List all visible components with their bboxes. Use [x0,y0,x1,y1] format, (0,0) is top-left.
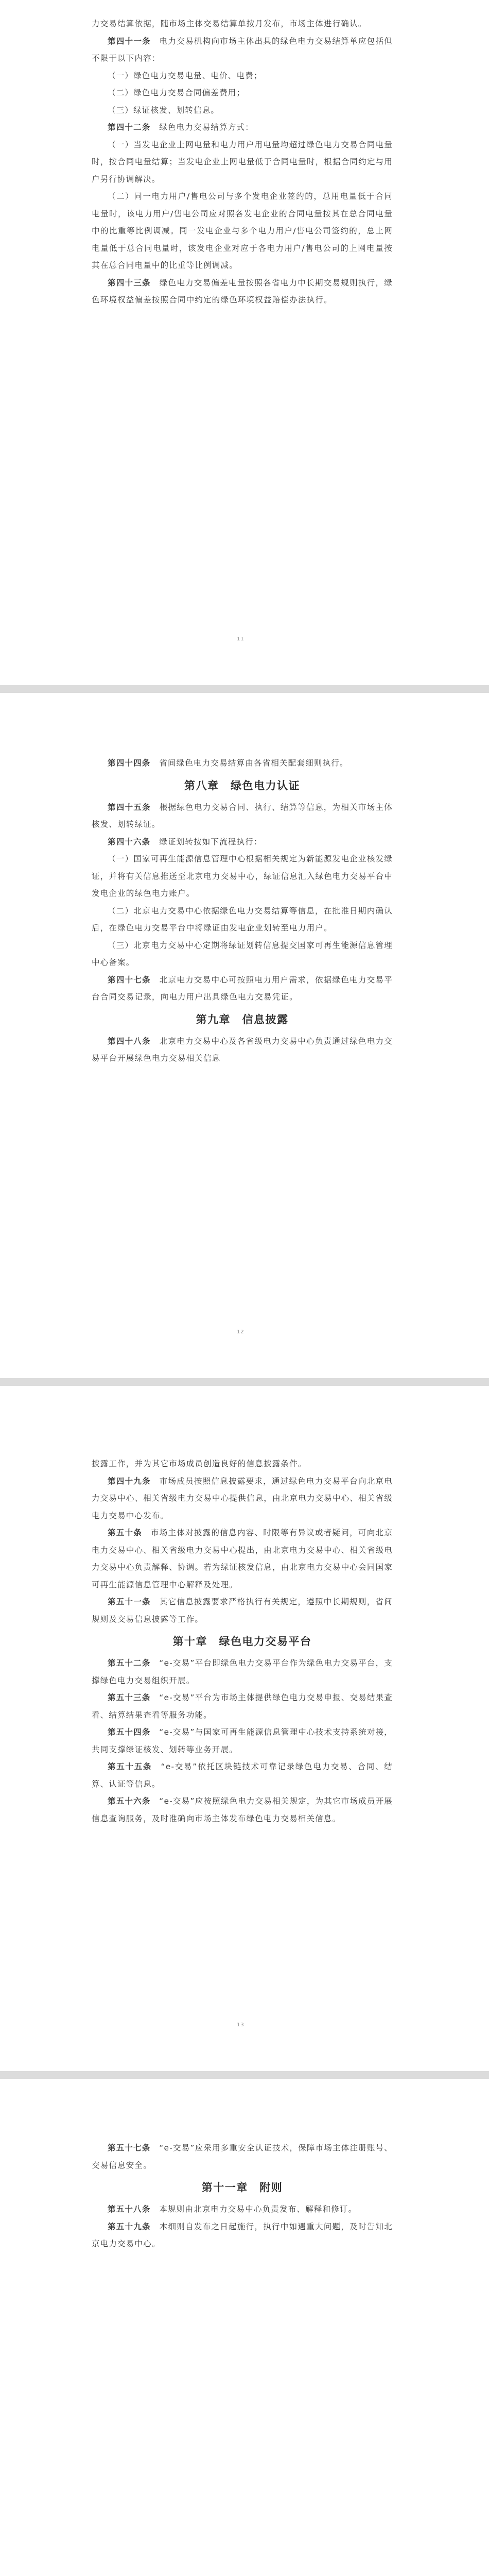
document-page-3 [0,1386,489,2071]
article-number: 第四十二条 [108,123,151,132]
paragraph-text: 根据绿色电力交易合同、执行、结算等信息，为相关市场主体核发、划转绿证。 [92,802,393,829]
chapter-10-heading: 第十章 绿色电力交易平台 [172,1635,312,1648]
chapter-10-articles [92,1655,393,1827]
paragraph-text: 本细则自发布之日起施行，执行中如遇重大问题，及时告知北京电力交易中心。 [92,2222,393,2248]
article-number: 第四十六条 [108,837,151,846]
chapter-11-articles [92,2201,393,2253]
chapter-11-heading: 第十一章 附则 [201,2181,283,2194]
paragraph-text: “e-交易”依托区块链技术可靠记录绿色电力交易、合同、结算、认证等信息。 [92,1762,393,1789]
paragraph-text: （一）绿色电力交易电量、电价、电费； [108,71,263,80]
article-paragraph [92,1724,393,1758]
paragraph-text: 北京电力交易中心及各省级电力交易中心负责通过绿色电力交易平台开展绿色电力交易相关信息 [92,1036,393,1063]
paragraph-text: （一）当发电企业上网电量和电力用户用电量均超过绿色电力交易合同电量时，按合同电量结算；当发电企业上网电量低于合同电量时，根据合同约定与用户另行协调解决。 [92,140,393,184]
article-paragraph [92,1655,393,1689]
paragraph-text: 绿证划转按如下流程执行： [159,837,263,846]
paragraph [92,851,393,903]
article-paragraph [92,1473,393,1525]
article-number: 第五十八条 [108,2205,151,2214]
article-paragraph [92,119,393,137]
paragraph-text: 本规则由北京电力交易中心负责发布、解释和修订。 [159,2205,357,2214]
paragraph [92,84,393,102]
paragraph-text: （一）国家可再生能源信息管理中心根据相关规定为新能源发电企业核发绿证，并将有关信息推送至北京电力交易中心，绿证信息汇入绿色电力交易平台中发电企业的绿色电力账户。 [92,854,393,898]
document-page-1 [0,0,489,685]
article-number: 第四十八条 [108,1036,151,1046]
article-paragraph [92,1793,393,1827]
chapter-8-heading: 第八章 绿色电力认证 [184,779,300,792]
page-3-body [92,1455,393,1827]
article-number: 第五十七条 [108,2143,151,2153]
article-number: 第四十五条 [108,802,151,812]
article-paragraph [92,972,393,1006]
chapter-9-heading: 第九章 信息披露 [196,1013,289,1026]
paragraph-text: “e-交易”应采用多重安全认证技术，保障市场主体注册账号、交易信息安全。 [92,2143,393,2170]
paragraph-text: 电力交易机构向市场主体出具的绿色电力交易结算单应包括但不限于以下内容： [92,36,393,63]
page-2-body [92,755,393,1067]
paragraph-text: 市场成员按照信息披露要求，通过绿色电力交易平台向北京电力交易中心、相关省级电力交易中心提供信息，由北京电力交易中心、相关省级电力交易中心发布。 [92,1476,393,1520]
article-number: 第四十三条 [108,278,151,287]
paragraph-text: （二）北京电力交易中心依据绿色电力交易结算等信息，在批准日期内确认后，在绿色电力交易平台中将绿证由发电企业划转至电力用户。 [92,906,393,933]
paragraph-text: （二）绿色电力交易合同偏差费用； [108,88,246,97]
article-57 [92,2140,393,2174]
article-paragraph [92,33,393,67]
article-paragraph [92,1689,393,1724]
page-4-body [92,2140,393,2253]
article-number: 第四十七条 [108,975,151,985]
chapter-9-articles [92,1033,393,1067]
article-paragraph [92,2140,393,2174]
page-number: 13 [237,2022,244,2028]
article-number: 第五十二条 [108,1658,151,1668]
paragraph [92,903,393,937]
article-paragraph [92,1594,393,1628]
paragraph-text: “e-交易”平台即绿色电力交易平台作为绿色电力交易平台，支撑绿色电力交易组织开展。 [92,1658,393,1685]
paragraph-text: （三）北京电力交易中心定期将绿证划转信息提交国家可再生能源信息管理中心备案。 [92,940,393,967]
paragraph-text: （二）同一电力用户/售电公司与多个发电企业签约的，总用电量低于合同电量时，该电力用户/售电公司应对照各发电企业的合同电量按其在总合同电量中的比重等比例调减。同一发电企业与多个电力用户/售电公司签约的，总上网电量低于总合同电量时，该发电企业对应于各电力用户/售电公司的上网电量按其在总合同电量中的比重等比例调减。 [92,192,393,270]
article-paragraph [92,799,393,834]
paragraph [92,15,393,33]
article-paragraph [92,1758,393,1793]
paragraph-text: “e-交易”与国家可再生能源信息管理中心技术支持系统对接，共同支撑绿证核发、划转等业务开展。 [92,1727,393,1754]
paragraph-text: 省间绿色电力交易结算由各省相关配套细则执行。 [159,758,348,768]
article-number: 第四十四条 [108,758,151,768]
paragraph [92,937,393,972]
article-number: 第五十三条 [108,1693,151,1702]
article-number: 第四十一条 [108,36,151,46]
paragraph-text: 市场主体对披露的信息内容、时限等有异议或者疑问，可向北京电力交易中心、相关省级电力交易中心提出，由北京电力交易中心、相关省级电力交易中心负责解释、协调。若为绿证核发信息，由北京电力交易中心会同国家可再生能源信息管理中心解释及处理。 [92,1528,393,1589]
paragraph-text: 力交易结算依据，随市场主体交易结算单按月发布，市场主体进行确认。 [92,19,367,28]
article-paragraph [92,1033,393,1067]
paragraph-text: 绿色电力交易偏差电量按照各省电力中长期交易规则执行，绿色环境权益偏差按照合同中约定的绿色环境权益赔偿办法执行。 [92,278,393,304]
article-paragraph [92,2218,393,2253]
page-1-body [92,15,393,309]
paragraph-text: “e-交易”平台为市场主体提供绿色电力交易申报、交易结果查看、结算结果查看等服务功能。 [92,1693,393,1720]
document-page-2 [0,693,489,1378]
article-paragraph [92,755,393,772]
paragraph [92,67,393,85]
article-paragraph [92,2201,393,2218]
article-number: 第五十五条 [108,1762,152,1771]
paragraph-text: 其它信息披露要求严格执行有关规定，遵照中长期规则，省间规则及交易信息披露等工作。 [92,1597,393,1624]
article-44 [92,755,393,772]
paragraph-text: 绿色电力交易结算方式： [159,123,254,132]
information-disclosure-articles [92,1455,393,1628]
article-number: 第五十四条 [108,1727,151,1737]
paragraph [92,1455,393,1473]
page-number: 11 [237,636,244,642]
article-number: 第五十条 [108,1528,143,1537]
paragraph-text: 披露工作，并为其它市场成员创造良好的信息披露条件。 [92,1459,307,1468]
article-number: 第五十一条 [108,1597,151,1606]
article-paragraph [92,1524,393,1594]
paragraph-text: “e-交易”应按照绿色电力交易相关规定，为其它市场成员开展信息查询服务，及时准确向市场主体发布绿色电力交易相关信息。 [92,1797,393,1823]
paragraph-text: 北京电力交易中心可按照电力用户需求，依据绿色电力交易平台合同交易记录，向电力用户出具绿色电力交易凭证。 [92,975,393,1002]
chapter-8-articles [92,799,393,1006]
paragraph-text: （三）绿证核发、划转信息。 [108,105,220,115]
paragraph [92,188,393,275]
article-paragraph [92,834,393,851]
article-number: 第四十九条 [108,1476,151,1486]
document-page-4 [0,2079,489,2576]
article-number: 第五十六条 [108,1797,151,1806]
page-number: 12 [237,1329,244,1335]
article-paragraph [92,275,393,309]
paragraph [92,137,393,189]
paragraph [92,102,393,120]
article-number: 第五十九条 [108,2222,151,2231]
